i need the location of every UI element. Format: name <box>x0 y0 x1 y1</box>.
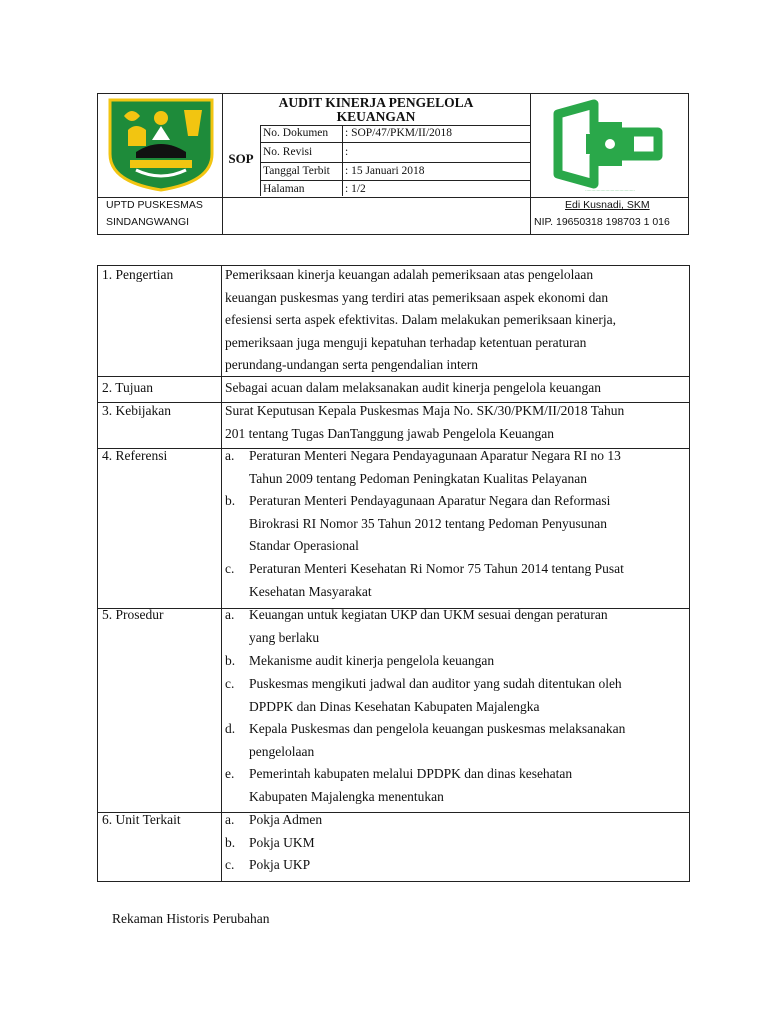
list-marker: c. <box>225 857 235 872</box>
prosedur-item-line: pengelolaan <box>249 743 315 759</box>
signer-name: Edi Kusnadi, SKM <box>565 199 650 211</box>
field-label-no-dokumen: No. Dokumen <box>263 127 329 139</box>
list-marker: b. <box>225 493 236 508</box>
field-label-no-revisi: No. Revisi <box>263 146 313 158</box>
pengertian-line: Pemeriksaan kinerja keuangan adalah pemeriksaan atas pengelolaan <box>225 267 594 282</box>
org-name-line2: SINDANGWANGI <box>106 216 190 228</box>
tujuan-line: Sebagai acuan dalam melaksanakan audit kinerja pengelola keuangan <box>225 380 601 395</box>
unit-terkait-item: Pokja Admen <box>249 812 323 827</box>
list-marker: e. <box>225 766 235 781</box>
unit-terkait-item: Pokja UKM <box>249 834 315 850</box>
document-title: AUDIT KINERJA PENGELOLA KEUANGAN <box>278 95 474 124</box>
list-marker: a. <box>225 448 235 463</box>
referensi-item-line: Peraturan Menteri Pendayagunaan Aparatur Negara dan Reformasi <box>249 493 611 508</box>
referensi-item-line: Kesehatan Masyarakat <box>249 583 372 599</box>
section-label-prosedur: 5. Prosedur <box>102 607 164 622</box>
kebijakan-line: Surat Keputusan Kepala Puskesmas Maja No. SK/30/PKM/II/2018 Tahun <box>225 403 625 418</box>
referensi-item-line: Peraturan Menteri Kesehatan Ri Nomor 75 Tahun 2014 tentang Pusat <box>249 561 624 576</box>
prosedur-item-line: yang berlaku <box>249 629 320 645</box>
list-marker: d. <box>225 721 236 736</box>
field-label-halaman: Halaman <box>263 183 305 195</box>
section-label-tujuan: 2. Tujuan <box>102 380 154 395</box>
referensi-item-line: Tahun 2009 tentang Pedoman Peningkatan Kualitas Pelayanan <box>249 470 587 486</box>
field-value-no-revisi: : <box>345 146 349 158</box>
svg-text:..............................: ....................................... <box>585 187 635 192</box>
kebijakan-line: 201 tentang Tugas DanTanggung jawab Pengelola Keuangan <box>225 425 554 441</box>
revision-history-heading: Rekaman Historis Perubahan <box>112 911 270 926</box>
prosedur-item-line: Puskesmas mengikuti jadwal dan auditor yang sudah ditentukan oleh <box>249 676 622 691</box>
signer-nip: NIP. 19650318 198703 1 016 <box>534 216 670 228</box>
prosedur-item-line: DPDPK dan Dinas Kesehatan Kabupaten Majalengka <box>249 698 540 714</box>
regency-emblem-logo <box>106 96 216 192</box>
prosedur-item-line: Kabupaten Majalengka menentukan <box>249 788 444 804</box>
field-value-halaman: : 1/2 <box>345 183 366 195</box>
org-name-line1: UPTD PUSKESMAS <box>106 199 203 211</box>
sop-content-table <box>97 265 690 882</box>
field-value-no-dokumen: : SOP/47/PKM/II/2018 <box>345 127 453 139</box>
list-marker: c. <box>225 676 235 691</box>
section-label-kebijakan: 3. Kebijakan <box>102 403 171 418</box>
prosedur-item-line: Keuangan untuk kegiatan UKP dan UKM sesuai dengan peraturan <box>249 607 608 622</box>
list-marker: a. <box>225 607 235 622</box>
referensi-item-line: Peraturan Menteri Negara Pendayagunaan Aparatur Negara RI no 13 <box>249 448 621 463</box>
section-label-pengertian: 1. Pengertian <box>102 267 174 282</box>
sop-label: SOP <box>228 151 254 166</box>
list-marker: b. <box>225 834 236 850</box>
prosedur-item-line: Kepala Puskesmas dan pengelola keuangan puskesmas melaksanakan <box>249 721 626 736</box>
list-marker: c. <box>225 561 235 576</box>
puskesmas-cross-logo <box>538 98 682 194</box>
field-value-tanggal-terbit: : 15 Januari 2018 <box>345 165 425 177</box>
referensi-item-line: Standar Operasional <box>249 538 359 553</box>
list-marker: a. <box>225 812 235 827</box>
section-label-referensi: 4. Referensi <box>102 448 168 463</box>
list-marker: b. <box>225 653 236 668</box>
prosedur-item-line: Pemerintah kabupaten melalui DPDPK dan dinas kesehatan <box>249 766 573 781</box>
referensi-item-line: Birokrasi RI Nomor 35 Tahun 2012 tentang Pedoman Penyusunan <box>249 515 608 531</box>
pengertian-line: efesiensi serta aspek efektivitas. Dalam melakukan pemeriksaan kinerja, <box>225 312 616 327</box>
section-label-unit-terkait: 6. Unit Terkait <box>102 812 181 827</box>
prosedur-item-line: Mekanisme audit kinerja pengelola keuangan <box>249 653 495 668</box>
document-header-table <box>97 93 689 235</box>
field-label-tanggal-terbit: Tanggal Terbit <box>263 165 330 177</box>
pengertian-line: pemeriksaan juga menguji kepatuhan terhadap ketentuan peraturan <box>225 334 587 350</box>
unit-terkait-item: Pokja UKP <box>249 857 311 872</box>
pengertian-line: keuangan puskesmas yang terdiri atas pemeriksaan aspek ekonomi dan <box>225 289 609 305</box>
pengertian-line: perundang-undangan serta pengendalian intern <box>225 357 479 372</box>
